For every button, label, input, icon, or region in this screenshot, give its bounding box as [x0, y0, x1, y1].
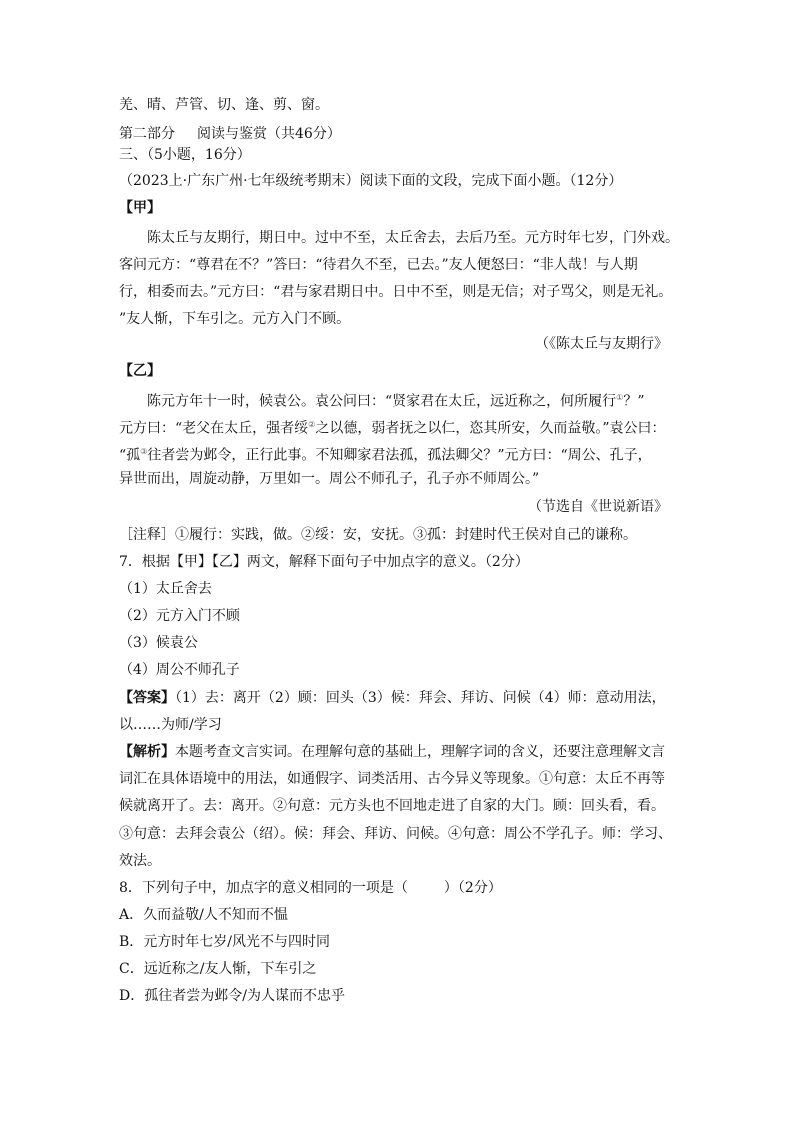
section-heading	[119, 124, 341, 144]
question-7-item: （2）元方入门不顾	[119, 608, 240, 624]
question-7-analysis-cont: 候就离开了。去：离开。②句意：元方头也不回地走进了自家的大门。顾：回头看，看。	[119, 798, 665, 814]
passage-yi-line: 异世而出，周旋动静，万里如一。周公不师孔子，孔子亦不师周公。”	[119, 471, 540, 487]
part-label: 第二部分	[119, 126, 175, 142]
passage-yi-label: 【乙】	[119, 363, 161, 379]
question-7-analysis-cont: ③句意：去拜会袁公（绍）。候：拜会、拜访、问候。④句意：周公不学孔子。师：学习、	[119, 826, 672, 842]
question-7-answer: 【答案】（1）去：离开（2）顾：回头（3）候：拜会、拜访、问候（4）师：意动用法，	[119, 690, 666, 706]
passage-yi-line: 陈元方年十一时，候袁公。袁公问曰：“贤家君在太丘，远近称之，何所履行①？”	[147, 393, 645, 410]
question-group-heading: 三、（5小题，16分）	[119, 147, 251, 163]
footnote-mark: ①	[616, 393, 624, 402]
source-line: （2023上·广东广州·七年级统考期末）阅读下面的文段，完成下面小题。（12分）	[119, 173, 623, 189]
passage-jia-line: 客问元方：“尊君在不？”答曰：“待君久不至，已去。”友人便怒曰：“非人哉！与人期	[119, 257, 638, 273]
part-title: 阅读与鉴赏（共46分）	[197, 126, 341, 142]
question-8-option-c: C．远近称之/友人惭，下车引之	[119, 961, 317, 977]
prev-answer-line: 羌、晴、芦管、切、逢、剪、窗。	[119, 97, 329, 113]
passage-jia-line: ”友人惭，下车引之。元方入门不顾。	[119, 311, 351, 327]
question-7-item: （4）周公不师孔子	[119, 662, 240, 678]
passage-jia-line: 陈太丘与友期行，期日中。过中不至，太丘舍去，去后乃至。元方时年七岁，门外戏。	[147, 230, 679, 246]
passage-yi-source: （节选自《世说新语》	[528, 499, 668, 515]
question-7-answer-cont: 以……为师/学习	[119, 717, 222, 733]
question-8-option-a: A．久而益敬/人不知而不愠	[119, 907, 288, 923]
question-7-analysis-cont: 效法。	[119, 853, 161, 869]
question-7-stem: 7．根据【甲】【乙】两文，解释下面句子中加点字的意义。（2分）	[119, 554, 529, 570]
question-8-option-d: D．孤往者尝为邺令/为人谋而不忠乎	[119, 988, 345, 1004]
analysis-label: 【解析】	[119, 744, 175, 760]
question-8-option-b: B．元方时年七岁/风光不与四时同	[119, 934, 331, 950]
question-7-item: （1）太丘舍去	[119, 581, 212, 597]
footnote-mark: ③	[140, 447, 148, 456]
answer-label: 【答案】	[119, 690, 175, 706]
annotation-note: ［注释］①履行：实践，做。②绥：安，安抚。③孤：封建时代王侯对自己的谦称。	[119, 527, 637, 543]
question-7-analysis: 【解析】本题考查文言实词。在理解句意的基础上，理解字词的含义，还要注意理解文言	[119, 744, 665, 760]
question-8-stem: 8．下列句子中，加点字的意义相同的一项是（ ）（2分）	[119, 880, 502, 896]
question-7-analysis-cont: 词汇在具体语境中的用法，如通假字、词类活用、古今异义等现象。①句意：太丘不再等	[119, 771, 665, 787]
passage-yi-line: 元方曰：“老父在太丘，强者绥②之以德，弱者抚之以仁，恣其所安，久而益敬。”袁公曰：	[119, 420, 666, 437]
passage-jia-line: 行，相委而去。”元方曰：“君与家君期日中。日中不至，则是无信；对子骂父，则是无礼。	[119, 284, 673, 300]
passage-yi-line: “孤③往者尝为邺令，正行此事。不知卿家君法孤，孤法卿父？”元方曰：“周公、孔子，	[119, 447, 652, 464]
passage-jia-source: （《陈太丘与友期行》	[535, 336, 668, 352]
passage-jia-label: 【甲】	[119, 200, 161, 216]
question-7-item: （3）候袁公	[119, 635, 198, 651]
footnote-mark: ②	[308, 420, 316, 429]
